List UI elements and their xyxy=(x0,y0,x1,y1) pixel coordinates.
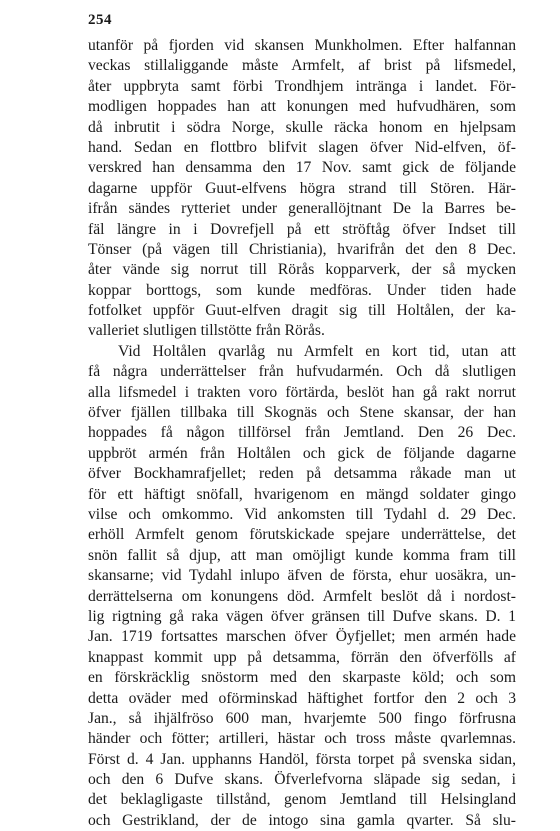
text-line: Vid Holtålen qvarlåg nu Armfelt en kort tid, utan att xyxy=(118,342,516,360)
page-number: 254 xyxy=(88,12,112,28)
text-line: öfver fjällen tillbaka till Skognäs och Stene skansar, der han xyxy=(88,404,516,422)
text-line: för ett häftigt snöfall, hvarigenom en mängd soldater gingo xyxy=(88,485,516,503)
text-line: en förskräcklig snöstorm med den skarpaste köld; och som xyxy=(88,669,516,687)
text-line: åter vände sig norrut till Rörås kopparverk, der så mycken xyxy=(88,261,516,279)
text-line: snön fallit så djup, att man omöjligt kunde komma fram till xyxy=(88,546,516,564)
text-line: alla lifsmedel i trakten voro förtärda, beslöt han gå rakt norrut xyxy=(88,383,516,401)
text-line: Jan. 1719 fortsattes marschen öfver Öyfjellet; men armén hade xyxy=(88,628,516,646)
text-line: valleriet slutligen tillstötte från Rörås. xyxy=(88,322,325,340)
text-line: fäl längre in i Dovrefjell på ett ströftåg öfver Indset till xyxy=(88,220,516,238)
text-line: lig rigtning gå raka vägen öfver gränsen till Dufve skans. D. 1 xyxy=(88,607,516,625)
text-line: åter uppbryta samt förbi Trondhjem inträngа i landet. För- xyxy=(88,77,516,95)
text-line: knappast kommit upp på detsamma, förrän den öfverfölls af xyxy=(88,648,516,666)
text-line: vilse och omkommo. Vid ankomsten till Tydahl d. 29 Dec. xyxy=(88,505,516,523)
text-line: modligen hoppades han att konungen med hufvudhären, som xyxy=(88,98,516,116)
text-line: fotfolket uppför Guut-elfven dragit sig till Holtålen, der ka- xyxy=(88,302,516,320)
text-line: få några underrättelser från hufvudarmén. Och då slutligen xyxy=(88,363,516,381)
text-line: ifrån sändes rytteriet under generallöjtnant De la Barres be- xyxy=(88,200,516,218)
text-line: hand. Sedan en flottbro blifvit slagen öfver Nid-elfven, öf- xyxy=(88,138,516,156)
text-line: uppbröt armén från Holtålen och gick de följande dagarne xyxy=(88,444,516,462)
text-line: öfver Bockhamrafjellet; reden på detsamma råkade man ut xyxy=(88,465,516,483)
text-line: skansarne; vid Tydahl inlupo äfven de första, ehur uosäkra, un- xyxy=(88,567,516,585)
text-line: dagarne uppför Guut-elfvens högra strand till Stören. Här- xyxy=(88,179,516,197)
text-line: detta oväder med oförminskad häftighet fortfor den 2 och 3 xyxy=(88,689,516,707)
text-line: då inbrutit i södra Norge, skulle räcka honom en hjelpsam xyxy=(88,118,516,136)
text-line: det beklagligaste tillstånd, genom Jemtland till Helsingland xyxy=(88,791,516,809)
text-line: händer och fötter; artilleri, hästar och tross måste qvarlemnas. xyxy=(88,730,516,748)
body-text xyxy=(88,36,516,831)
text-line: hoppades få någon tillförsel från Jemtland. Den 26 Dec. xyxy=(88,424,516,442)
text-line: Tönser (på vägen till Christiania), hvarifrån det den 8 Dec. xyxy=(88,240,516,258)
text-line: koppar borttogs, som kunde medföras. Under tiden hade xyxy=(88,281,516,299)
text-line: verskred han densamma den 17 Nov. samt gick de följande xyxy=(88,159,516,177)
text-line: erhöll Armfelt genom förutskickade spejare underrättelse, det xyxy=(88,526,516,544)
text-line: Jan., så ihjälfröso 600 man, hvarjemte 500 fingo förfrusna xyxy=(88,709,516,727)
text-line: derrättelserna om konungens död. Armfelt beslöt då i nordost- xyxy=(88,587,516,605)
text-line: utanför på fjorden vid skansen Munkholmen. Efter halfannan xyxy=(88,37,516,54)
text-line: och den 6 Dufve skans. Öfverlefvorna släpade sig sedan, i xyxy=(88,771,516,789)
text-line: Först d. 4 Jan. upphanns Handöl, första torpet på svenska sidan, xyxy=(88,750,516,768)
text-line: och Gestrikland, der de intogo sina gamla qvarter. Så slu- xyxy=(88,811,516,829)
text-line: veckas stillaliggande måste Armfelt, af brist på lifsmedel, xyxy=(88,57,516,75)
